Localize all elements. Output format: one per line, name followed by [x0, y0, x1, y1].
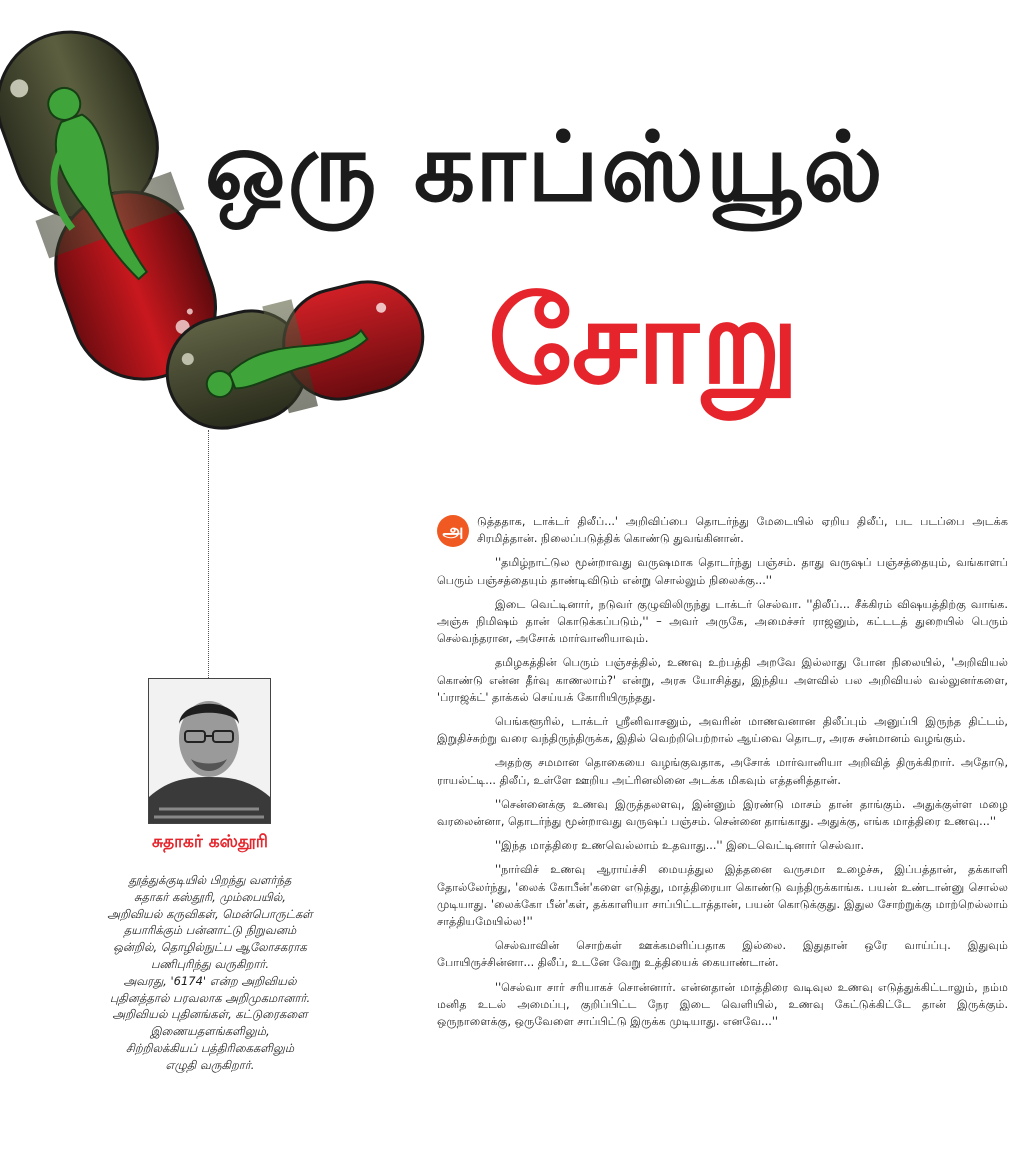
author-bio-line: புதினத்தால் பரவலாக அறிமுகமானார். [109, 990, 311, 1005]
author-photo [148, 678, 271, 824]
connector-line [208, 430, 209, 678]
article-paragraph: ''நார்விச் உணவு ஆராய்ச்சி மையத்துல இத்தனை வருசமா உழைச்சு, இப்பத்தான், தக்காளி தோல்லேர்ந்து, 'லைக் கோபீன்'களை எடுத்து, மாத்திரையா கொண்டு வந்திருக்காங்க. பயன் உண்டான்னு சொல்ல முடியாது. 'லைக்கோ பீன்'கள், தக்காளியா சாப்பிட்டாத்தான், பயன் கொடுக்குது. இதுல சோற்றுக்கு மாற்றெல்லாம் சாத்தியமேயில்ல!'' [437, 863, 1008, 929]
article-paragraph: செல்வாவின் சொற்கள் ஊக்கமளிப்பதாக இல்லை. இதுதான் ஒரே வாய்ப்பு. இதுவும் போயிருச்சின்னா... திலீப், உடனே வேறு உத்தியைக் கையாண்டான். [437, 939, 1008, 970]
author-portrait-icon [149, 679, 270, 823]
author-bio-line: அறிவியல் கருவிகள், மென்பொருட்கள் [107, 906, 313, 921]
author-bio-line: சுதாகர் கஸ்தூரி, மும்பையில், [134, 889, 286, 904]
article-paragraph [437, 513, 1008, 547]
author-bio-line: ஒன்றில், தொழில்நுட்ப ஆலோசகராக [113, 940, 307, 955]
drop-cap: அ [437, 515, 469, 547]
author-bio-line: தயாரிக்கும் பன்னாட்டு நிறுவனம் [123, 923, 297, 938]
paragraph-text: டுத்ததாக, டாக்டர் திலீப்...' அறிவிப்பை தொடர்ந்து மேடையில் ஏறிய திலீப், பட படப்பை அடக்க சிரமித்தான். நிலைப்படுத்திக் கொண்டு துவங்கினான். [477, 515, 1008, 546]
article-paragraph: ''செல்வா சார் சரியாகச் சொன்னார். என்னதான் மாத்திரை வடிவுல உணவு எடுத்துக்கிட்டாலும், நம்ம மனித உடல் அமைப்பு, குறிப்பிட்ட நேர இடை வெளியில், உணவு கேட்டுக்கிட்டே தான் இருக்கும். ஒருநாளைக்கு, ஒருவேளை சாப்பிட்டு இருக்க முடியாது. எனவே...'' [437, 980, 1008, 1029]
author-bio-line: அறிவியல் புதினங்கள், கட்டுரைகளை [112, 1007, 308, 1022]
author-bio-line: எழுதி வருகிறார். [165, 1057, 255, 1072]
author-bio-line: பணிபுரிந்து வருகிறார். [150, 956, 270, 971]
author-bio-line: சிற்றிலக்கியப் பத்திரிகைகளிலும் [125, 1040, 295, 1055]
article-paragraph: ''தமிழ்நாட்டுல மூன்றாவது வருஷமாக தொடர்ந்து பஞ்சம். தாது வருஷப் பஞ்சத்தையும், வங்காளப் பெரும் பஞ்சத்தையும் தாண்டிவிடும் என்று சொல்லும் நிலைக்கு...'' [437, 556, 1008, 587]
author-bio-line: இணையதளங்களிலும், [150, 1024, 270, 1039]
article-paragraph: தமிழகத்தின் பெரும் பஞ்சத்தில், உணவு உற்பத்தி அறவே இல்லாது போன நிலையில், 'அறிவியல் கொண்டு என்ன தீர்வு காணலாம்?' என்று, அரசு யோசித்து, இந்திய அளவில் பல அறிவியல் வல்லுனர்களை, 'ப்ராஜக்ட்' தாக்கல் செய்யக் கோரியிருந்தது. [437, 656, 1008, 704]
author-name: சுதாகர் கஸ்தூரி [151, 832, 268, 852]
article-paragraph: ''இந்த மாத்திரை உணவெல்லாம் உதவாது...'' இடைவெட்டினார் செல்வா. [495, 839, 865, 853]
article-paragraph: இடை வெட்டினார், நடுவர் குழுவிலிருந்து டாக்டர் செல்வா. ''திலீப்... சீக்கிரம் விஷயத்திற்கு வாங்க. அஞ்சு நிமிஷம் தான் கொடுக்கப்படும்,'' – அவர் அருகே, அமைச்சர் ராஜனும், கட்டடத் துறையில் பெரும் செல்வந்தரான, அசோக் மார்வானியாவும். [437, 597, 1008, 646]
title-line-2: சோறு [488, 272, 802, 410]
author-bio-line: அவரது, '6174' என்ற அறிவியல் [123, 973, 297, 988]
title-line-1: ஒரு காப்ஸ்யூல் [205, 111, 885, 223]
article-paragraph: அதற்கு சமமான தொகையை வழங்குவதாக, அசோக் மார்வானியா அறிவித் திருக்கிறார். அதோடு, ராயல்ட்டி... திலீப், உள்ளே ஊறிய அட்ரினலினை அடக்க மிகவும் எத்தனித்தான். [437, 756, 1008, 787]
author-bio-line: தூத்துக்குடியில் பிறந்து வளர்ந்த [128, 873, 292, 887]
author-bio [70, 872, 350, 1074]
article-body [437, 513, 1008, 1037]
article-paragraph: பெங்களூரில், டாக்டர் ஸ்ரீனிவாசனும், அவரின் மாணவனான திலீப்பும் அனுப்பி இருந்த திட்டம், இறுதிச்சுற்று வரை வந்திருந்திருக்க, இதில் வெற்றிபெற்றால் ஆய்வை தொடர, அரசு சன்மானம் வழங்கும். [437, 715, 1008, 746]
article-paragraph: ''சென்னைக்கு உணவு இருத்தலளவு, இன்னும் இரண்டு மாசம் தான் தாங்கும். அதுக்குள்ள மழை வரலைன்னா, தொடர்ந்து மூன்றாவது வருஷப் பஞ்சம். சென்னை தாங்காது. அதுக்கு, எங்க மாத்திரை உணவு...'' [437, 797, 1008, 829]
